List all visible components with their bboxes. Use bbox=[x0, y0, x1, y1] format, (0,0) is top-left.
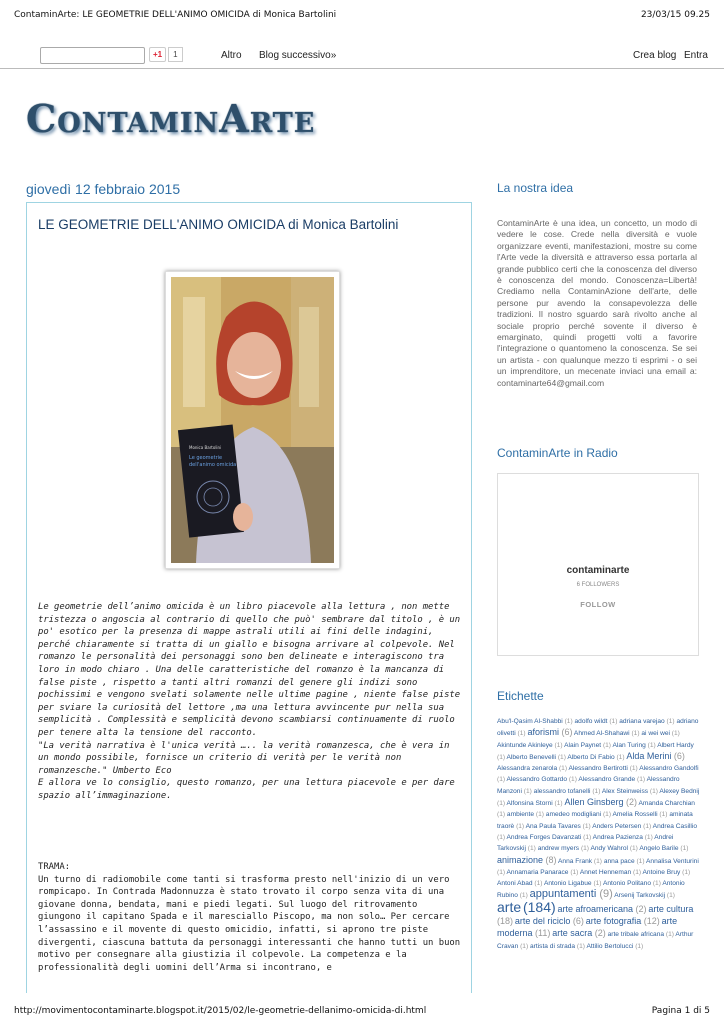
label-link[interactable]: (184) bbox=[522, 898, 556, 915]
label-link[interactable]: Abu'l-Qasim Al-Shabbi bbox=[497, 718, 563, 725]
label-link[interactable]: arte del riciclo bbox=[514, 916, 571, 927]
label-link[interactable]: Alberto Di Fabio bbox=[567, 753, 615, 761]
label-count: (1) bbox=[648, 787, 658, 795]
more-link[interactable]: Altro bbox=[221, 50, 242, 61]
label-link[interactable]: Alan Turing bbox=[612, 741, 646, 749]
label-link[interactable]: arte cultura bbox=[648, 903, 694, 914]
label-link[interactable]: Alberto Benevelli bbox=[506, 753, 557, 761]
label-count: (1) bbox=[514, 822, 525, 830]
label-link[interactable]: Alex Steinweiss bbox=[601, 787, 649, 795]
label-count: (2) bbox=[633, 903, 647, 914]
blog-logo[interactable]: ContaminArte bbox=[26, 96, 316, 141]
label-link[interactable]: adriana varejao bbox=[619, 718, 665, 725]
plot-text: Un turno di radiomobile come tanti si trasforma presto nell'inizio di un vero rompicapo. In Contrada Madonnuzza è stato trovato il corpo senza vita di una giovane donna, bendata, mani e piedi legati. Sul luogo del ritrovamento giungono il capitano Spada e il maresciallo Piscopo, ma non solo… Per cercare l’assassino e il movente di questo omicidio, infatti, si aprono tre piste divergenti, ciascuna battuta da personaggi interessanti che hanno tutti un buon motivo per consegnare alla giustizia il colpevole. La competenza e la professionalità degli uomini dell’Arma si incontrano, e bbox=[38, 874, 461, 973]
print-header bbox=[14, 10, 710, 24]
label-link[interactable]: Allen Ginsberg bbox=[564, 797, 624, 808]
label-count: (9) bbox=[596, 888, 613, 901]
label-count: (1) bbox=[607, 718, 618, 725]
label-link[interactable]: aminata traorè bbox=[497, 811, 693, 830]
label-link[interactable]: artista di strada bbox=[530, 942, 576, 950]
label-link[interactable]: aforismi bbox=[527, 727, 559, 738]
photo-drawing bbox=[171, 277, 334, 563]
create-blog-link[interactable]: Crea blog bbox=[633, 50, 677, 61]
search-input[interactable] bbox=[40, 47, 145, 64]
label-link[interactable]: Amanda Charchian bbox=[638, 800, 695, 808]
label-link[interactable]: arte moderna bbox=[497, 916, 678, 939]
label-count: (1) bbox=[614, 753, 625, 761]
label-count: (1) bbox=[664, 931, 674, 939]
intro-paragraph-3: E allora ve lo consiglio, questo romanzo, per una lettura piacevole e per dare spazio all’immaginazione. bbox=[38, 778, 455, 801]
radio-heading: ContaminArte in Radio bbox=[497, 446, 618, 460]
label-count: (1) bbox=[592, 857, 602, 865]
label-count: (1) bbox=[601, 811, 612, 819]
photo-image bbox=[171, 277, 334, 563]
label-count: (1) bbox=[568, 868, 579, 876]
label-link[interactable]: Andrea Pazienza bbox=[592, 833, 643, 841]
plot-heading: TRAMA: bbox=[38, 862, 71, 872]
label-link[interactable]: Alessandra zenarola bbox=[497, 765, 558, 773]
follow-button[interactable]: FOLLOW bbox=[580, 600, 616, 609]
label-count: (1) bbox=[515, 730, 526, 738]
label-link[interactable]: Angelo Barile bbox=[639, 845, 679, 853]
label-link[interactable]: Alain Paynet bbox=[564, 741, 602, 749]
label-link[interactable]: ai wei wei bbox=[641, 730, 670, 738]
label-link[interactable]: Annalisa Venturini bbox=[646, 857, 699, 865]
label-count: (2) bbox=[592, 928, 606, 939]
label-count: (1) bbox=[579, 845, 589, 853]
intro-quote: "La verità narrativa è l'unica verità ….. la verità romanzesca, che è vera in un mondo possibile, fornisce un criterio di verità per le verità non romanzesche." Umberto Eco bbox=[38, 740, 450, 776]
label-count: (6) bbox=[558, 727, 573, 738]
label-link[interactable]: Alessandro Grande bbox=[578, 776, 636, 784]
radio-followers: 6 FOLLOWERS bbox=[576, 582, 620, 588]
label-link[interactable]: Annet Henneman bbox=[579, 868, 632, 876]
label-count: (1) bbox=[497, 776, 506, 784]
label-link[interactable]: Alda Merini bbox=[626, 750, 672, 761]
label-count: (12) bbox=[641, 916, 660, 927]
label-link[interactable]: arte afroamericana bbox=[557, 903, 634, 914]
label-link[interactable]: Anna Frank bbox=[558, 857, 593, 865]
label-count: (1) bbox=[665, 892, 675, 900]
label-link[interactable]: Alfonsina Storni bbox=[506, 800, 553, 808]
label-count: (1) bbox=[641, 822, 652, 830]
label-link[interactable]: arte tribale africana bbox=[607, 931, 665, 939]
label-count: (1) bbox=[669, 730, 680, 738]
label-link[interactable]: Arthur Cravan bbox=[497, 931, 694, 950]
post-intro bbox=[38, 601, 463, 803]
label-link[interactable]: Antonio Rubino bbox=[497, 880, 685, 900]
print-url: http://movimentocontaminarte.blogspot.it/2015/02/le-geometrie-dellanimo-omicida-di.html bbox=[14, 1006, 427, 1016]
sign-in-link[interactable]: Entra bbox=[684, 50, 708, 61]
print-footer bbox=[14, 1006, 710, 1016]
label-count: (2) bbox=[623, 797, 637, 808]
label-count: (1) bbox=[642, 833, 653, 841]
label-count: (1) bbox=[557, 765, 568, 773]
label-count: (6) bbox=[570, 916, 584, 927]
labels-cloud bbox=[497, 716, 700, 952]
labels-heading: Etichette bbox=[497, 689, 544, 703]
label-count: (1) bbox=[657, 811, 668, 819]
label-count: (1) bbox=[651, 880, 661, 888]
label-link[interactable]: adolfo wildt bbox=[574, 718, 608, 725]
label-count: (1) bbox=[525, 845, 536, 853]
label-count: (1) bbox=[567, 776, 577, 784]
label-link[interactable]: Annamaria Panarace bbox=[506, 868, 569, 876]
label-count: (1) bbox=[635, 776, 646, 784]
post-plot bbox=[38, 861, 463, 974]
label-count: (1) bbox=[497, 800, 506, 808]
label-link[interactable]: Arsenij Tarkovskij bbox=[614, 892, 666, 900]
book-title-line2: dell'animo omicida bbox=[189, 462, 237, 468]
author-photo[interactable] bbox=[165, 271, 340, 569]
label-count: (1) bbox=[680, 868, 691, 876]
next-blog-link[interactable]: Blog successivo» bbox=[259, 50, 337, 61]
label-link[interactable]: Akintunde Akinleye bbox=[497, 741, 553, 749]
label-link[interactable]: andrew myers bbox=[537, 845, 580, 853]
label-link[interactable]: Amelia Rosselli bbox=[612, 811, 658, 819]
label-count: (1) bbox=[518, 942, 529, 950]
label-link[interactable]: Alexey Bednij bbox=[659, 787, 700, 795]
label-link[interactable]: appuntamenti bbox=[529, 888, 597, 901]
label-count: (1) bbox=[645, 741, 656, 749]
label-count: (1) bbox=[631, 868, 642, 876]
label-count: (1) bbox=[627, 845, 638, 853]
label-count: (1) bbox=[580, 822, 591, 830]
label-count: (1) bbox=[562, 718, 573, 725]
label-link[interactable]: Alessandro Gandolfi bbox=[639, 765, 699, 773]
label-count: (1) bbox=[678, 845, 689, 853]
label-link[interactable]: Antoni Abad bbox=[497, 880, 533, 888]
label-count: (1) bbox=[552, 741, 563, 749]
label-link[interactable]: Albert Hardy bbox=[657, 741, 694, 749]
print-datetime: 23/03/15 09.25 bbox=[640, 10, 710, 20]
label-link[interactable]: Ana Paula Tavares bbox=[525, 822, 581, 830]
label-count: (11) bbox=[532, 928, 551, 939]
gplus-icon[interactable]: +1 bbox=[149, 47, 166, 62]
label-count: (1) bbox=[497, 753, 506, 761]
label-link[interactable]: Alessandro Bertirotti bbox=[568, 765, 628, 773]
label-count: (1) bbox=[627, 765, 638, 773]
book-author-text: Monica Bartolini bbox=[189, 445, 222, 450]
label-link[interactable]: alessandro tofanelli bbox=[533, 787, 591, 795]
gplus-count: 1 bbox=[168, 47, 182, 62]
label-count: (1) bbox=[517, 892, 528, 900]
label-link[interactable]: anna pace bbox=[603, 857, 635, 865]
radio-account-name[interactable]: contaminarte bbox=[566, 565, 630, 576]
label-link[interactable]: Andy Wahrol bbox=[590, 845, 628, 853]
label-count: (1) bbox=[629, 730, 640, 738]
label-link[interactable]: ambiente bbox=[506, 811, 535, 819]
label-count: (1) bbox=[556, 753, 566, 761]
radio-widget bbox=[497, 473, 699, 656]
label-count: (1) bbox=[552, 800, 563, 808]
label-link[interactable]: Antonio Politano bbox=[602, 880, 651, 888]
gplus-button[interactable] bbox=[149, 47, 183, 62]
idea-text: ContaminArte è una idea, un concetto, un modo di vedere le cose. Crede nella diversità e vuole organizzare eventi, manifestazioni, mostre su come l'Arte vede la diversità e attraverso essa portarla al grande pubblico certi che la conoscenza del diverso è conoscenza del mondo. Conoscenza=Libertà! Crediamo nella ContaminAzione dell'arte, delle persone pur avendo la consapevolezza delle tradizioni. Il nostro sguardo sarà rivolto anche al sociale proprio perché sovente il diverso è emarginato, quindi progetti volti a favorire l'integrazione o quantomeno la conoscenza. Se sei un artista - con qualunque mezzo ti esprimi - o sei un imprenditore, un mecenate inviaci una email a: contaminarte64@gmail.com bbox=[497, 218, 697, 388]
label-link[interactable]: arte fotografia bbox=[585, 916, 642, 927]
book-title-line1: Le geometrie bbox=[189, 455, 223, 461]
label-count: (8) bbox=[543, 854, 557, 865]
label-link[interactable]: Andrea Casillio bbox=[652, 822, 698, 830]
label-count: (1) bbox=[590, 787, 601, 795]
label-count: (1) bbox=[534, 811, 544, 819]
label-count: (1) bbox=[591, 880, 602, 888]
label-count: (1) bbox=[497, 811, 506, 819]
label-link[interactable]: Andrea Forges Davanzati bbox=[506, 833, 582, 841]
label-count: (18) bbox=[497, 916, 514, 927]
label-link[interactable]: arte bbox=[497, 898, 522, 915]
label-count: (1) bbox=[521, 787, 532, 795]
print-title: ContaminArte: LE GEOMETRIE DELL'ANIMO OMICIDA di Monica Bartolini bbox=[14, 10, 337, 20]
label-count: (1) bbox=[575, 942, 585, 950]
label-link[interactable]: amedeo modigliani bbox=[545, 811, 602, 819]
label-link[interactable]: Andrei Tarkovskij bbox=[497, 833, 674, 853]
label-link[interactable]: Ahmed Al-Shahawi bbox=[573, 730, 630, 738]
label-link[interactable]: adriano olivetti bbox=[497, 718, 699, 738]
label-count: (1) bbox=[581, 833, 592, 841]
intro-paragraph-1: Le geometrie dell’animo omicida è un libro piacevole alla lettura , non mette tristezza o angoscia al contrario di quello che può' sembrare dal titolo , è un po' esotico per la presenza di mappe astrali utili ai fini delle indagini, perché chiaramente si tratta di un giallo e bisogna arrivare al colpevole. Nel romanzo le personalità dei personaggi sono ben delineate e interagiscono tra loro in modo chiaro . Una delle caratteristiche del romanzo è la mancanza di false piste , rispetto a tanti altri romanzi del genere gli indizi sono pochissimi e vengono svelati solamente nelle ultime pagine , niente false piste per sviare la curiosità del lettore ,ma una lettura avvincente pur nella sua semplicità . Complessità e semplicità devono scambiarsi continuamente di ruolo per tenere alta la tensione del racconto. bbox=[38, 602, 461, 738]
label-link[interactable]: animazione bbox=[497, 854, 544, 865]
label-link[interactable]: arte sacra bbox=[552, 928, 593, 939]
label-link[interactable]: Alessandro Gottardo bbox=[506, 776, 568, 784]
label-count: (1) bbox=[601, 741, 611, 749]
print-page: Pagina 1 di 5 bbox=[651, 1006, 710, 1016]
label-count: (6) bbox=[671, 750, 685, 761]
post-title[interactable]: LE GEOMETRIE DELL'ANIMO OMICIDA di Monica Bartolini bbox=[38, 217, 399, 232]
label-link[interactable]: Antoine Bruy bbox=[642, 868, 681, 876]
label-count: (1) bbox=[634, 857, 645, 865]
label-count: (1) bbox=[497, 868, 506, 876]
label-count: (1) bbox=[497, 833, 506, 841]
label-count: (1) bbox=[532, 880, 543, 888]
label-link[interactable]: Attilio Bertolucci bbox=[586, 942, 634, 950]
label-link[interactable]: Anders Petersen bbox=[592, 822, 642, 830]
post-container bbox=[26, 202, 472, 993]
label-count: (1) bbox=[633, 942, 644, 950]
idea-heading: La nostra idea bbox=[497, 181, 574, 195]
post-date: giovedì 12 febbraio 2015 bbox=[26, 181, 181, 197]
label-link[interactable]: Alessandro Manzoni bbox=[497, 776, 680, 795]
label-link[interactable]: Antonio Ligabue bbox=[543, 880, 592, 888]
blogger-navbar bbox=[0, 44, 724, 69]
label-count: (1) bbox=[664, 718, 675, 725]
